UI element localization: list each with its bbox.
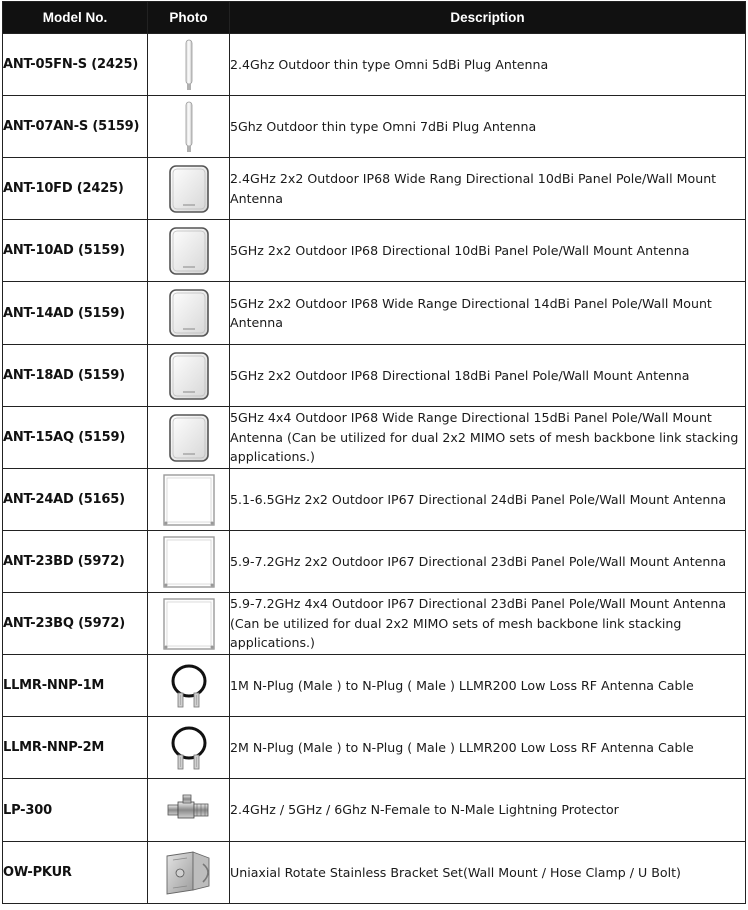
coax-cable-icon <box>168 661 210 711</box>
model-number: LLMR-NNP-1M <box>3 655 148 717</box>
product-description: 2.4GHz 2x2 Outdoor IP68 Wide Rang Directional 10dBi Panel Pole/Wall Mount Antenna <box>230 158 746 220</box>
product-description: 2M N-Plug (Male ) to N-Plug ( Male ) LLMR200 Low Loss RF Antenna Cable <box>230 717 746 779</box>
model-number: ANT-18AD (5159) <box>3 345 148 407</box>
table-header-row <box>3 2 746 34</box>
model-number: ANT-10FD (2425) <box>3 158 148 220</box>
product-description: 5.1-6.5GHz 2x2 Outdoor IP67 Directional 24dBi Panel Pole/Wall Mount Antenna <box>230 469 746 531</box>
model-number: LP-300 <box>3 779 148 842</box>
product-photo <box>148 779 230 842</box>
product-photo <box>148 345 230 407</box>
table-row <box>3 96 746 158</box>
product-photo <box>148 531 230 593</box>
product-photo <box>148 842 230 904</box>
table-row <box>3 407 746 469</box>
table-row <box>3 158 746 220</box>
product-description: 1M N-Plug (Male ) to N-Plug ( Male ) LLMR200 Low Loss RF Antenna Cable <box>230 655 746 717</box>
model-number: LLMR-NNP-2M <box>3 717 148 779</box>
table-row <box>3 220 746 282</box>
table-row <box>3 655 746 717</box>
model-number: ANT-14AD (5159) <box>3 282 148 345</box>
table-row <box>3 779 746 842</box>
product-description: 5GHz 4x4 Outdoor IP68 Wide Range Directional 15dBi Panel Pole/Wall Mount Antenna (Can be utilized for dual 2x2 MIMO sets of mesh backbone link stacking applications.) <box>230 407 746 469</box>
table-row <box>3 717 746 779</box>
product-photo <box>148 158 230 220</box>
model-number: ANT-23BQ (5972) <box>3 593 148 655</box>
panel-antenna-icon <box>168 351 210 401</box>
model-number: OW-PKUR <box>3 842 148 904</box>
panel-antenna-icon <box>168 164 210 214</box>
product-photo <box>148 220 230 282</box>
panel-antenna-icon <box>168 226 210 276</box>
header-photo: Photo <box>148 2 230 34</box>
table-row <box>3 469 746 531</box>
table-row <box>3 282 746 345</box>
product-photo <box>148 655 230 717</box>
model-number: ANT-10AD (5159) <box>3 220 148 282</box>
panel-antenna-icon <box>168 288 210 338</box>
product-photo <box>148 96 230 158</box>
product-photo <box>148 407 230 469</box>
omni-antenna-icon <box>182 101 196 153</box>
model-number: ANT-05FN-S (2425) <box>3 34 148 96</box>
product-description: 2.4GHz / 5GHz / 6Ghz N-Female to N-Male Lightning Protector <box>230 779 746 842</box>
model-number: ANT-24AD (5165) <box>3 469 148 531</box>
table-row <box>3 593 746 655</box>
product-photo <box>148 282 230 345</box>
flat-panel-antenna-icon <box>162 597 216 651</box>
model-number: ANT-07AN-S (5159) <box>3 96 148 158</box>
omni-antenna-icon <box>182 39 196 91</box>
header-description: Description <box>230 2 746 34</box>
model-number: ANT-15AQ (5159) <box>3 407 148 469</box>
flat-panel-antenna-icon <box>162 535 216 589</box>
product-photo <box>148 717 230 779</box>
product-description: 2.4Ghz Outdoor thin type Omni 5dBi Plug Antenna <box>230 34 746 96</box>
header-model: Model No. <box>3 2 148 34</box>
product-photo <box>148 34 230 96</box>
product-description: 5.9-7.2GHz 2x2 Outdoor IP67 Directional 23dBi Panel Pole/Wall Mount Antenna <box>230 531 746 593</box>
lightning-protector-icon <box>166 792 212 828</box>
product-description: Uniaxial Rotate Stainless Bracket Set(Wall Mount / Hose Clamp / U Bolt) <box>230 842 746 904</box>
flat-panel-antenna-icon <box>162 473 216 527</box>
coax-cable-icon <box>168 723 210 773</box>
product-description: 5GHz 2x2 Outdoor IP68 Wide Range Directional 14dBi Panel Pole/Wall Mount Antenna <box>230 282 746 345</box>
product-description: 5GHz 2x2 Outdoor IP68 Directional 10dBi Panel Pole/Wall Mount Antenna <box>230 220 746 282</box>
table-row <box>3 34 746 96</box>
table-row <box>3 842 746 904</box>
table-row <box>3 531 746 593</box>
product-description: 5GHz 2x2 Outdoor IP68 Directional 18dBi Panel Pole/Wall Mount Antenna <box>230 345 746 407</box>
product-table <box>2 1 746 904</box>
product-description: 5.9-7.2GHz 4x4 Outdoor IP67 Directional 23dBi Panel Pole/Wall Mount Antenna (Can be utilized for dual 2x2 MIMO sets of mesh backbone link stacking applications.) <box>230 593 746 655</box>
table-row <box>3 345 746 407</box>
model-number: ANT-23BD (5972) <box>3 531 148 593</box>
product-photo <box>148 593 230 655</box>
product-description: 5Ghz Outdoor thin type Omni 7dBi Plug Antenna <box>230 96 746 158</box>
mount-bracket-icon <box>163 850 215 896</box>
product-photo <box>148 469 230 531</box>
panel-antenna-icon <box>168 413 210 463</box>
